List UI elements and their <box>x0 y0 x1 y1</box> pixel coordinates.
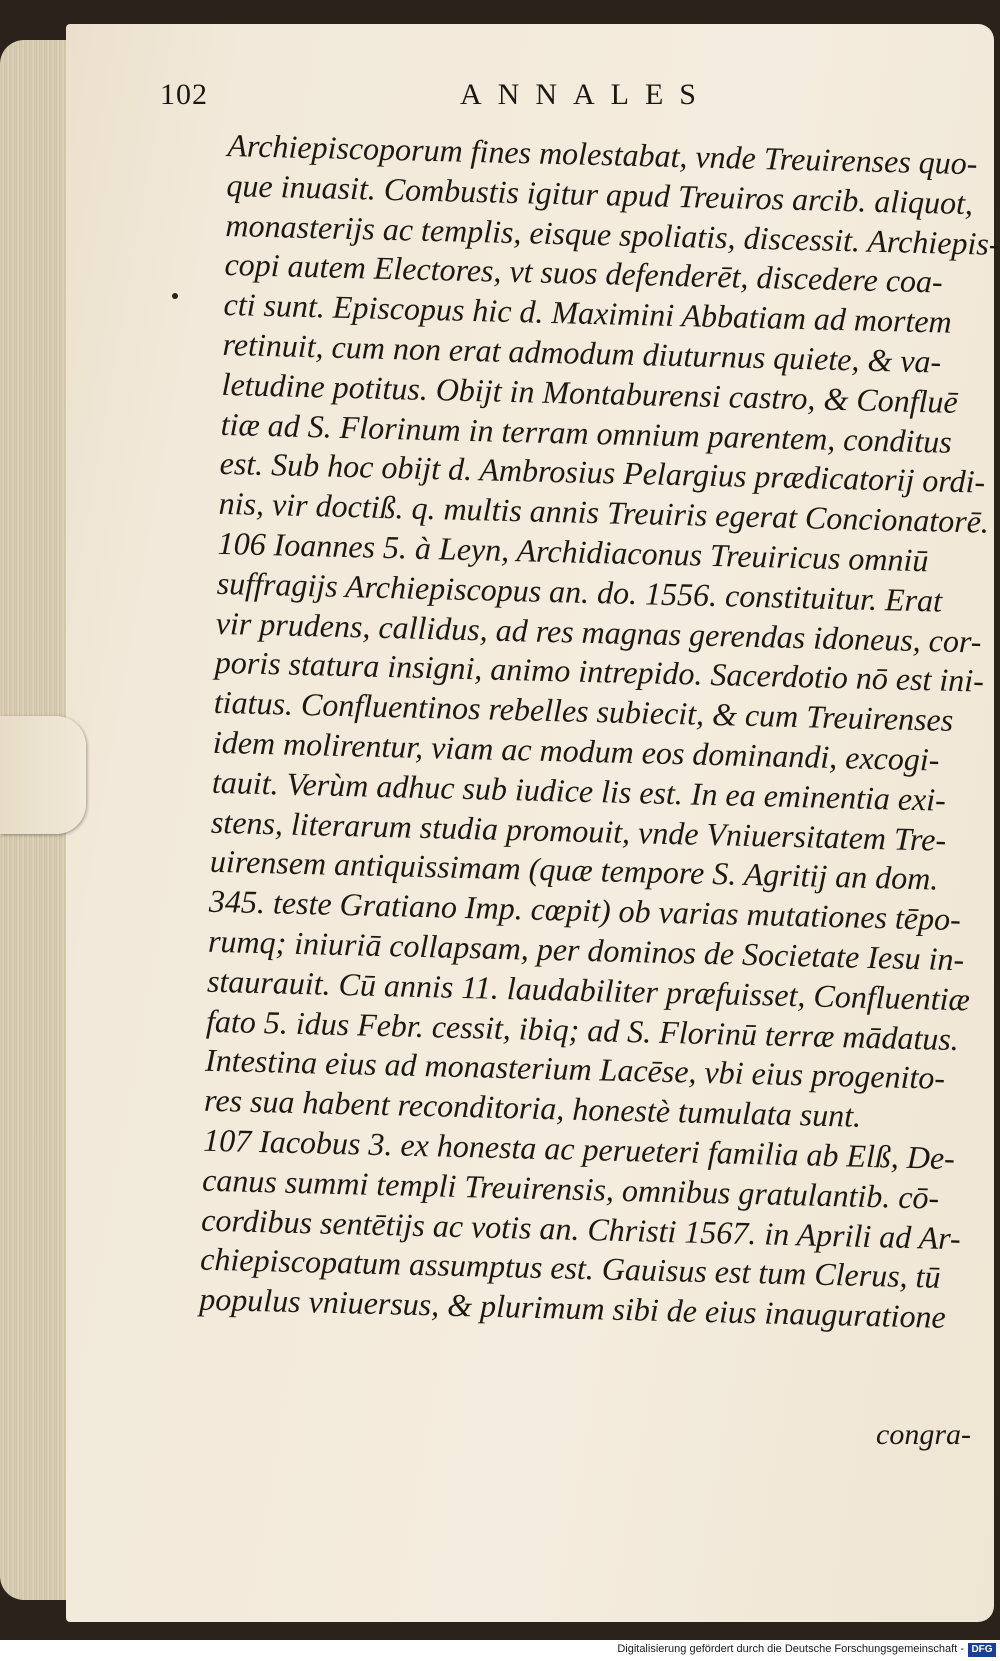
text-line: Archiepiscoporum fines molestabat, vnde Treuirenses quo- <box>227 126 978 182</box>
page-number: 102 <box>160 78 208 111</box>
text-line: idem molirentur, viam ac modum eos dominandi, excogi- <box>212 723 940 778</box>
text-line: retinuit, cum non erat admodum diuturnus quiete, & va- <box>222 325 942 380</box>
text-line: res sua habent reconditoria, honestè tumulata sunt. <box>203 1081 862 1134</box>
catchword: congra- <box>876 1418 971 1451</box>
text-line: copi autem Electores, vt suos defenderēt, discedere coa- <box>224 246 944 300</box>
text-line: stens, literarum studia promouit, vnde Vniuersitatem Tre- <box>210 803 947 858</box>
text-line: tauit. Verùm adhuc sub iudice lis est. In ea eminentia exi- <box>211 763 947 818</box>
text-line: 106 Ioannes 5. à Leyn, Archidiaconus Treuiricus omniū <box>217 524 929 579</box>
text-line: chiepiscopatum assumptus est. Gauisus est tum Clerus, tū <box>199 1240 941 1296</box>
text-line: cordibus sentētijs ac votis an. Christi 1567. in Aprili ad Ar- <box>200 1201 962 1256</box>
text-line: monasterijs ac templis, eisque spoliatis, discessit. Archiepis- <box>225 206 1000 262</box>
text-line: rumq; iniuriā collapsam, per dominos de Societate Iesu in- <box>207 922 965 978</box>
text-line: cti sunt. Episcopus hic d. Maximini Abbatiam ad mortem <box>223 286 953 340</box>
text-line: que inuasit. Combustis igitur apud Treuiros arcib. aliquot, <box>226 166 974 222</box>
text-line: 107 Iacobus 3. ex honesta ac perueteri familia ab Elß, De- <box>202 1121 956 1176</box>
text-line: nis, vir doctiß. q. multis annis Treuiris egerat Concionatorē. <box>218 485 990 540</box>
text-line: tiæ ad S. Florinum in terram omnium parentem, conditus <box>220 405 953 460</box>
text-line: poris statura insigni, animo intrepido. Sacerdotio nō est ini- <box>214 644 985 699</box>
text-line: fato 5. idus Febr. cessit, ibiq; ad S. Florinū terræ mādatus. <box>205 1002 960 1057</box>
ink-spot <box>172 293 178 299</box>
text-line: tiatus. Confluentinos rebelles subiecit, & cum Treuirenses <box>213 683 954 739</box>
text-line: uirensem antiquissimam (quæ tempore S. Agritij an dom. <box>209 843 939 897</box>
text-line: letudine potitus. Obijt in Montaburensi castro, & Confluē <box>221 365 959 420</box>
body-text <box>198 126 1000 1338</box>
text-line: populus vniuersus, & plurimum sibi de eius inauguratione <box>198 1280 947 1335</box>
text-line: 345. teste Gratiano Imp. cœpit) ob varias mutationes tēpo- <box>208 882 962 938</box>
page-header <box>160 78 800 118</box>
text-line: staurauit. Cū annis 11. laudabiliter præfuisset, Confluentiæ <box>206 962 971 1018</box>
funding-credit: Digitalisierung gefördert durch die Deutsche Forschungsgemeinschaft - <box>617 1643 964 1655</box>
page-marker-tab <box>0 716 86 834</box>
text-line: est. Sub hoc obijt d. Ambrosius Pelargius prædicatorij ordi- <box>219 445 986 500</box>
text-line: vir prudens, callidus, ad res magnas gerendas idoneus, cor- <box>215 604 982 660</box>
running-head: ANNALES <box>460 78 712 111</box>
text-line: canus summi templi Treuirensis, omnibus gratulantib. cō- <box>201 1161 940 1216</box>
text-line: suffragijs Archiepiscopus an. do. 1556. constituitur. Erat <box>216 564 943 619</box>
dfg-logo: DFG <box>968 1643 996 1657</box>
text-line: Intestina eius ad monasterium Lacēse, vbi eius progenito- <box>204 1042 946 1097</box>
